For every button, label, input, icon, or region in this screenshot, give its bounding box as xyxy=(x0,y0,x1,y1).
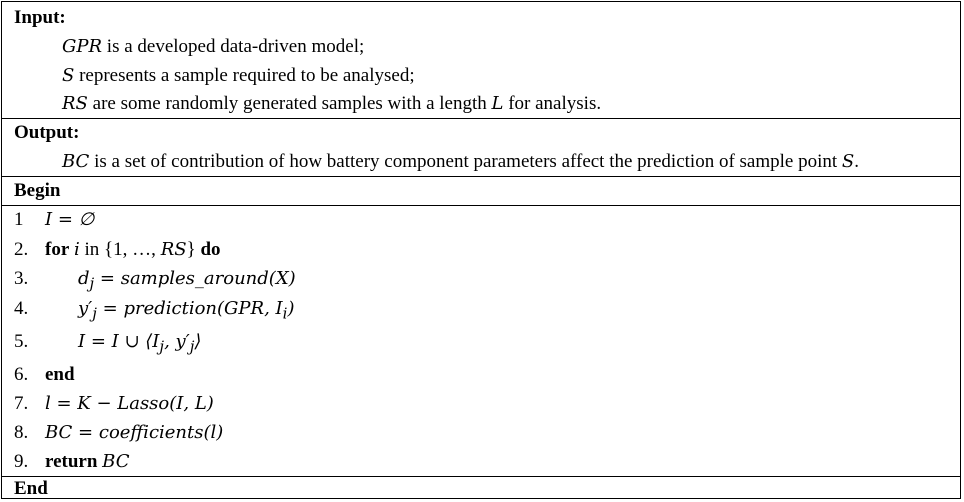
input-heading: Input: xyxy=(14,7,66,28)
input-line-1: GPR is a developed data-driven model; xyxy=(62,36,365,57)
divider-input-output xyxy=(2,118,960,119)
divider-begin-steps xyxy=(2,205,960,206)
output-line: BC is a set of contribution of how battery component parameters affect the prediction of sample point S. xyxy=(62,151,859,172)
algorithm-box: Input: GPR is a developed data-driven model; S represents a sample required to be analysed; RS are some randomly generated samples with a length L for analysis. Output: BC is a set of contribution of how battery component parameters affect the prediction of sample point S. Begin 1 I = ∅ 2. for i in {1, …, RS} do 3. $d_j$ = samples_around(X) 4. $y'_j$ = prediction(GPR, $I_i$) 5. I = I ∪ $⟨I_j$, $y'_j⟩$ 6. end 7. l = K − Lasso(I, L) 8. BC = coefficients(l) 9. return BC End xyxy=(1,1,961,499)
divider-output-begin xyxy=(2,176,960,177)
divider-steps-end xyxy=(2,476,960,477)
input-line-3: RS are some randomly generated samples with a length L for analysis. xyxy=(62,93,602,114)
end-label: End xyxy=(14,478,48,499)
begin-label: Begin xyxy=(14,180,61,201)
input-line-2: S represents a sample required to be analysed; xyxy=(62,65,415,86)
output-heading: Output: xyxy=(14,122,80,143)
